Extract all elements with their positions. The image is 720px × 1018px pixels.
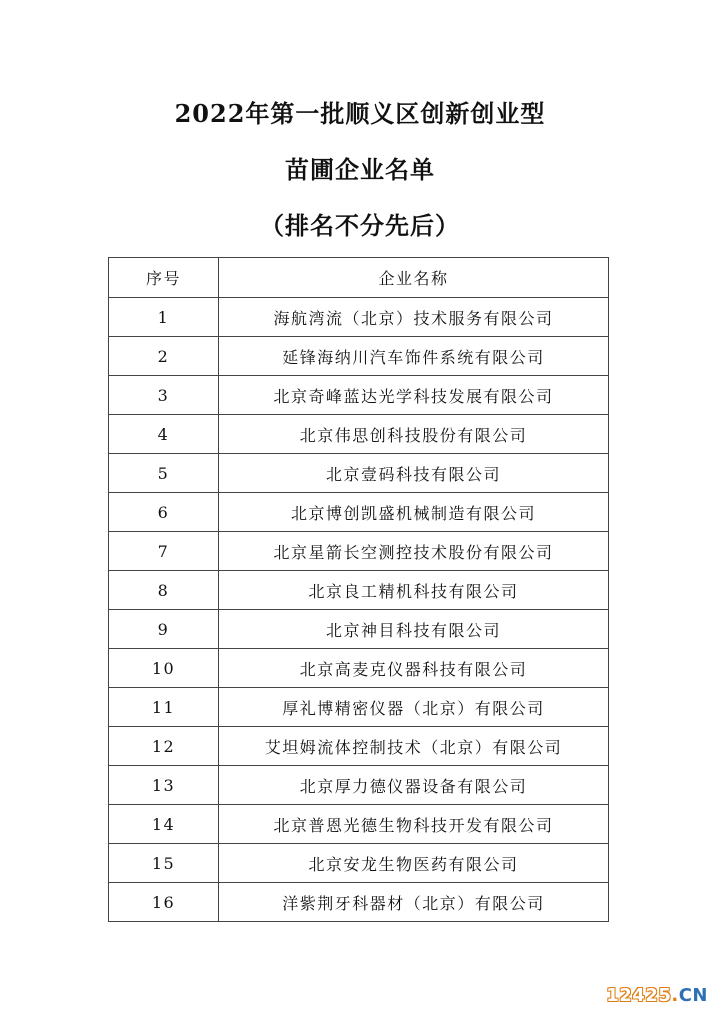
company-list-table (108, 257, 609, 922)
row-serial-number: 15 (109, 844, 219, 883)
site-watermark (606, 985, 708, 1006)
table-row (109, 844, 609, 883)
row-company-name: 北京普恩光德生物科技开发有限公司 (219, 805, 609, 844)
row-serial-number: 10 (109, 649, 219, 688)
row-serial-number: 1 (109, 298, 219, 337)
row-company-name: 厚礼博精密仪器（北京）有限公司 (219, 688, 609, 727)
row-serial-number: 4 (109, 415, 219, 454)
row-company-name: 北京良工精机科技有限公司 (219, 571, 609, 610)
row-company-name: 洋紫荆牙科器材（北京）有限公司 (219, 883, 609, 922)
table-header-row (109, 258, 609, 298)
header-company-name: 企业名称 (219, 258, 609, 298)
row-company-name: 北京厚力德仪器设备有限公司 (219, 766, 609, 805)
row-company-name: 北京星箭长空测控技术股份有限公司 (219, 532, 609, 571)
row-serial-number: 3 (109, 376, 219, 415)
row-company-name: 北京奇峰蓝达光学科技发展有限公司 (219, 376, 609, 415)
table-row (109, 649, 609, 688)
table-row (109, 610, 609, 649)
table-row (109, 454, 609, 493)
document-subtitle: （排名不分先后） (260, 211, 460, 240)
row-company-name: 北京高麦克仪器科技有限公司 (219, 649, 609, 688)
row-company-name: 北京伟思创科技股份有限公司 (219, 415, 609, 454)
table-row (109, 571, 609, 610)
row-company-name: 北京博创凯盛机械制造有限公司 (219, 493, 609, 532)
table-row (109, 727, 609, 766)
table-row (109, 493, 609, 532)
row-company-name: 艾坦姆流体控制技术（北京）有限公司 (219, 727, 609, 766)
row-company-name: 海航湾流（北京）技术服务有限公司 (219, 298, 609, 337)
table-row (109, 805, 609, 844)
document-title: 2022年第一批顺义区创新创业型 (174, 99, 546, 128)
row-company-name: 延锋海纳川汽车饰件系统有限公司 (219, 337, 609, 376)
table-row (109, 376, 609, 415)
row-serial-number: 12 (109, 727, 219, 766)
table-row (109, 415, 609, 454)
row-serial-number: 13 (109, 766, 219, 805)
watermark-dot: . (671, 985, 679, 1006)
table-row (109, 766, 609, 805)
document-title-line2: 苗圃企业名单 (285, 155, 435, 184)
row-serial-number: 2 (109, 337, 219, 376)
header-serial-number: 序号 (109, 258, 219, 298)
table-row (109, 883, 609, 922)
table-row (109, 688, 609, 727)
row-company-name: 北京神目科技有限公司 (219, 610, 609, 649)
row-serial-number: 8 (109, 571, 219, 610)
row-serial-number: 9 (109, 610, 219, 649)
row-serial-number: 16 (109, 883, 219, 922)
row-serial-number: 7 (109, 532, 219, 571)
row-serial-number: 6 (109, 493, 219, 532)
row-serial-number: 11 (109, 688, 219, 727)
table-row (109, 298, 609, 337)
row-serial-number: 5 (109, 454, 219, 493)
watermark-tld: CN (678, 985, 708, 1006)
row-company-name: 北京安龙生物医药有限公司 (219, 844, 609, 883)
row-serial-number: 14 (109, 805, 219, 844)
table-row (109, 532, 609, 571)
table-row (109, 337, 609, 376)
watermark-number: 12425 (606, 985, 672, 1006)
row-company-name: 北京壹码科技有限公司 (219, 454, 609, 493)
